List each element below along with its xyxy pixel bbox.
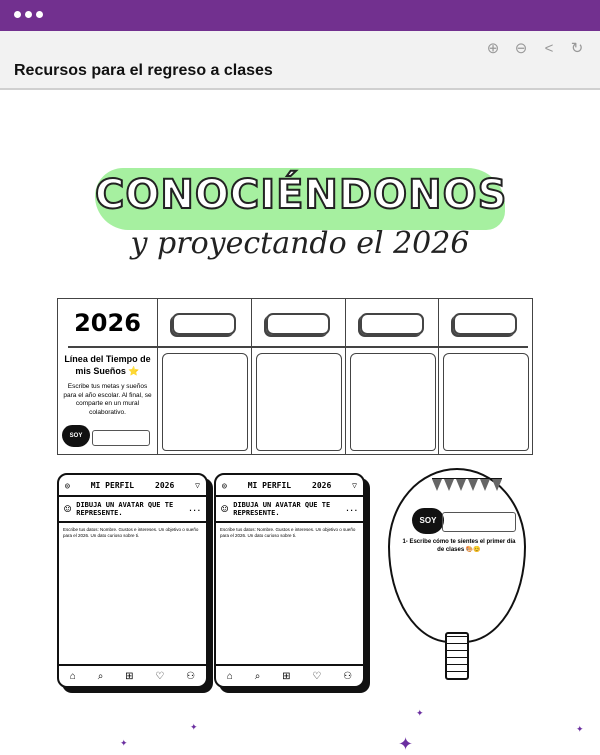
profile-instructions: Escribe tus datos: Nombre. Gustos e intereses. Un objetivo o sueño para el 2026. Un dato curioso sobre ti. [63,527,199,538]
dream-card [443,353,529,451]
profile-header: MI PERFIL [247,480,292,490]
hero-title [95,168,508,268]
camera-icon: ◎ [65,480,70,490]
star-icon: ✦ [398,734,414,754]
soy-heart-icon: SOY [62,425,90,447]
star-icon: ✦ [190,722,198,732]
profile-instructions: Escribe tus datos: Nombre. Gustos e intereses. Un objetivo o sueño para el 2026. Un dato curioso sobre ti. [220,527,356,538]
toolbar [484,40,586,58]
timeline-slot [158,299,252,454]
zoom-in-icon[interactable]: ⊕ [486,40,500,57]
bunting-icon [432,478,502,496]
hero-subtitle: y proyectando el 2026 [130,226,470,261]
heart-icon: ♡ [155,670,165,682]
avatar-prompt: DIBUJA UN AVATAR QUE TE REPRESENTE. [233,501,331,517]
tag-box [172,313,236,335]
profile-card [214,473,365,688]
profile-year: 2026 [312,480,332,490]
top-bar [0,0,600,31]
user-icon: ⚇ [186,670,196,682]
avatar-icon: ☺ [64,502,72,516]
profile-year: 2026 [155,480,175,490]
profile-header: MI PERFIL [90,480,135,490]
balloon-basket-icon [445,632,469,680]
heart-icon: ♡ [312,670,322,682]
timeline-year: 2026 [74,309,141,337]
add-icon: ⊞ [125,670,134,682]
hot-air-balloon [388,468,526,643]
timeline-heading: Línea del Tiempo de mis Sueños ⭐ [64,354,151,376]
send-icon: ▽ [195,480,200,490]
zoom-out-icon[interactable]: ⊖ [514,40,528,57]
more-icon: ... [345,505,358,513]
avatar-icon: ☺ [221,502,229,516]
send-icon: ▽ [352,480,357,490]
timeline-slot [439,299,532,454]
timeline-slot [252,299,346,454]
add-icon: ⊞ [282,670,291,682]
dream-card [256,353,342,451]
star-icon: ✦ [120,738,128,748]
timeline-description: Escribe tus metas y sueños para el año escolar. Al final, se comparte en un mural colaborativo. [63,383,152,416]
star-icon: ✦ [416,708,424,718]
soy-heart-icon: SOY [412,508,444,534]
avatar-prompt: DIBUJA UN AVATAR QUE TE REPRESENTE. [76,501,174,517]
share-icon[interactable]: < [544,40,554,57]
home-icon: ⌂ [69,670,76,682]
user-icon: ⚇ [343,670,353,682]
timeline-info [58,299,158,454]
hero-main-title: CONOCIÉNDONOS [95,172,508,218]
dream-card [162,353,248,451]
profile-card [57,473,208,688]
home-icon: ⌂ [226,670,233,682]
more-dots-icon[interactable] [14,11,43,18]
search-icon: ⌕ [97,670,104,682]
header [0,31,600,90]
page-title: Recursos para el regreso a clases [14,62,273,79]
dream-card [350,353,436,451]
tag-box [453,313,517,335]
timeline-slot [346,299,440,454]
more-icon: ... [188,505,201,513]
tag-box [266,313,330,335]
name-box [92,430,150,446]
star-icon: ✦ [576,724,584,734]
camera-icon: ◎ [222,480,227,490]
balloon-prompt: 1- Escribe cómo te sientes el primer día de clases 🎨😊 [402,539,516,553]
name-box [442,512,516,532]
search-icon: ⌕ [254,670,261,682]
dream-timeline [57,298,533,455]
tag-box [360,313,424,335]
rotate-icon[interactable]: ↻ [570,40,584,57]
